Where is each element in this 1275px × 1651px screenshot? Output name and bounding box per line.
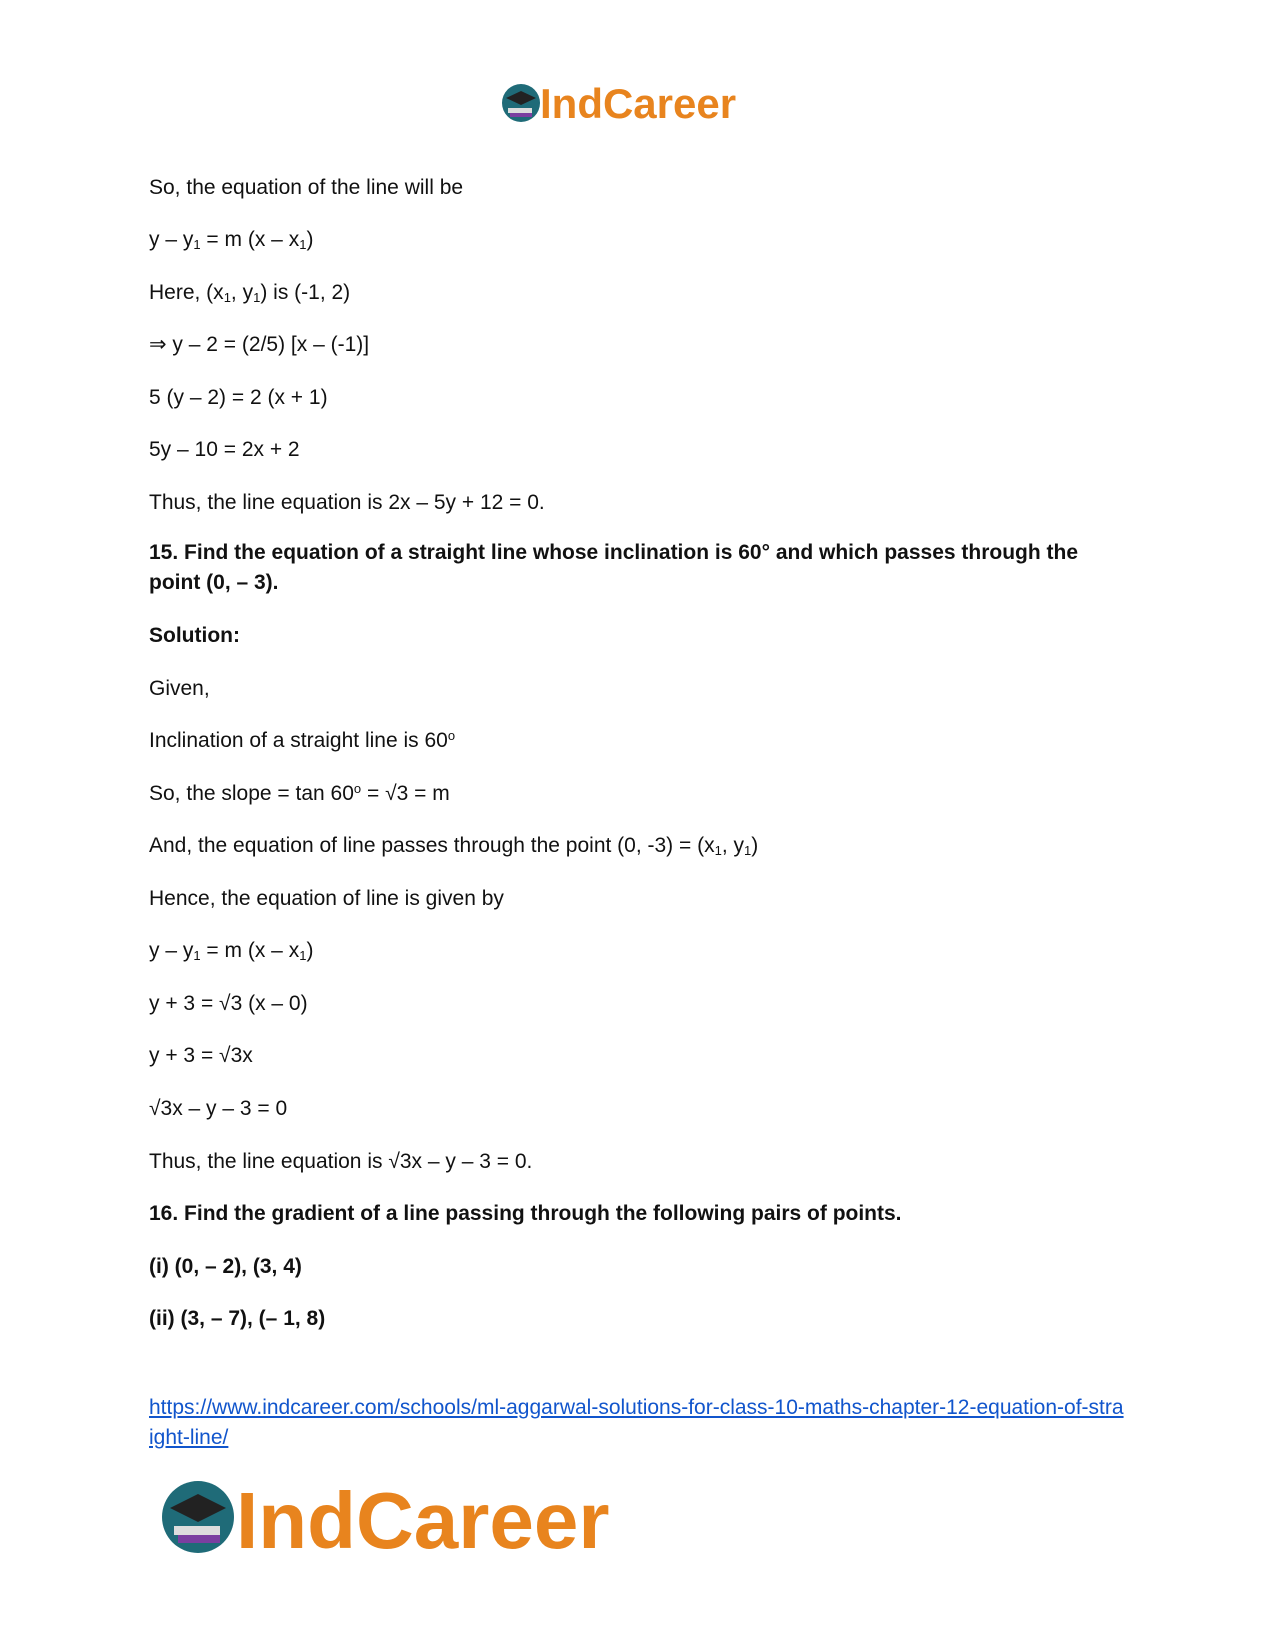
text-line: y + 3 = √3x [149,1044,253,1067]
text-line: Given, [149,677,210,700]
text-line: $y - y_1 = m$ $(x - x_1)$ [149,939,314,963]
logo-text: IndCareer [236,1476,610,1562]
question-16: 16. Find the gradient of a line passing through the following pairs of points. [149,1202,902,1225]
text-line: Thus, the line equation is 2x – 5y + 12 = 0. [149,491,545,514]
question-16-ii: (ii) (3, – 7), (– 1, 8) [149,1307,326,1330]
text-line: So, the slope = $\tan 60^o = √3 = m$ [149,781,450,805]
logo-text: IndCareer [540,80,737,127]
text-line: Here, ($x_1$, $y_1$) is (-1, 2) [149,281,351,305]
question-15: 15. Find the equation of a straight line whose inclination is 60° and which passes through the point (0, – 3). [149,541,1079,594]
text-line: Thus, the line equation is √3x – y – 3 = 0. [149,1150,533,1173]
question-16-i: (i) (0, – 2), (3, 4) [149,1255,302,1278]
text-line: 5y – 10 = 2x + 2 [149,438,300,461]
text-line: ⇒ y – 2 = (2/5) [x – (-1)] [149,333,370,356]
text-line: $y - y_1 = m$ $(x - x_1)$ [149,228,314,252]
source-link[interactable]: https://www.indcareer.com/schools/ml-aggarwal-solutions-for-class-10-maths-chapter-12-equation-of-straight-line/ [149,1396,1124,1449]
text-line: And, the equation of line passes through the point (0, $-3) = (x_1$, $y_1$) [149,834,759,858]
indcareer-logo-bottom [160,1472,680,1562]
text-line: 5 (y – 2) = 2 (x + 1) [149,386,328,409]
text-line: √3x – y – 3 = 0 [149,1097,288,1120]
text-line: Inclination of a straight line is 60$^o$ [149,728,456,752]
text-line: Hence, the equation of line is given by [149,887,504,910]
solution-heading: Solution: [149,624,240,647]
indcareer-logo-top [500,78,770,128]
text-line: So, the equation of the line will be [149,176,464,199]
text-line: y + 3 = √3 (x – 0) [149,992,308,1015]
